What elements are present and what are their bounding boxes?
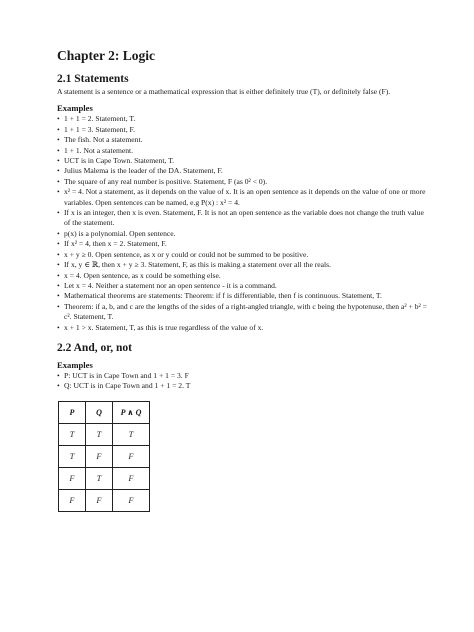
- list-item: • x + 1 > x. Statement, T, as this is true regardless of the value of x.: [57, 323, 429, 333]
- table-cell: F: [113, 445, 150, 467]
- examples-heading: Examples: [57, 359, 93, 370]
- examples-list: [57, 371, 429, 392]
- table-cell: F: [86, 445, 113, 467]
- chapter-title: Chapter 2: Logic: [57, 48, 155, 63]
- examples-list: [57, 114, 429, 333]
- table-cell: T: [113, 423, 150, 445]
- table-row: [59, 423, 150, 445]
- table-cell: T: [59, 423, 86, 445]
- table-cell: F: [113, 467, 150, 489]
- table-row: [59, 445, 150, 467]
- list-item: • If x, y ∈ ℝ, then x + y ≥ 3. Statement, F, as this is making a statement over all the reals.: [57, 260, 429, 270]
- list-item: • Q: UCT is in Cape Town and 1 + 1 = 2. T: [57, 381, 429, 391]
- table-row: [59, 489, 150, 511]
- section-title: 2.1 Statements: [57, 73, 129, 85]
- table-cell: T: [59, 445, 86, 467]
- document-page: [57, 48, 429, 512]
- list-item: • x = 4. Open sentence, as x could be something else.: [57, 271, 429, 281]
- list-item: • Theorem: if a, b, and c are the lengths of the sides of a right-angled triangle, with c being the hypotenuse, then a² + b² = c². Statement, T.: [57, 302, 429, 323]
- table-row: [59, 467, 150, 489]
- table-cell: F: [59, 489, 86, 511]
- examples-heading: Examples: [57, 103, 93, 114]
- table-header-row: [59, 401, 150, 423]
- list-item: • 1 + 1. Not a statement.: [57, 146, 429, 156]
- list-item: • Mathematical theorems are statements: Theorem: if f is differentiable, then f is continuous. Statement, T.: [57, 291, 429, 301]
- truth-table: [58, 401, 150, 512]
- table-header-cell: P: [59, 401, 86, 423]
- list-item: • 1 + 1 = 3. Statement, F.: [57, 125, 429, 135]
- table-header-cell: P ∧ Q: [113, 401, 150, 423]
- section-title: 2.2 And, or, not: [57, 341, 132, 354]
- table-cell: F: [86, 489, 113, 511]
- section-statements: [57, 73, 429, 333]
- list-item: • If x² = 4, then x = 2. Statement, F.: [57, 239, 429, 249]
- section-and-or-not: [57, 342, 429, 512]
- table-cell: T: [86, 423, 113, 445]
- list-item: • Julius Malema is the leader of the DA. Statement, F.: [57, 166, 429, 176]
- table-cell: F: [113, 489, 150, 511]
- list-item: • Let x = 4. Neither a statement nor an open sentence - it is a command.: [57, 281, 429, 291]
- table-header-cell: Q: [86, 401, 113, 423]
- table-cell: T: [86, 467, 113, 489]
- list-item: • 1 + 1 = 2. Statement, T.: [57, 114, 429, 124]
- list-item: • p(x) is a polynomial. Open sentence.: [57, 229, 429, 239]
- list-item: • x + y ≥ 0. Open sentence, as x or y could or could not be summed to be positive.: [57, 250, 429, 260]
- list-item: • x² = 4. Not a statement, as it depends on the value of x. It is an open sentence as it depends on the value of one or more variables. Open sentences can be named, e.g P(x) : x² = 4.: [57, 187, 429, 208]
- list-item: • UCT is in Cape Town. Statement, T.: [57, 156, 429, 166]
- section-intro: A statement is a sentence or a mathematical expression that is either definitely true (T), or definitely false (F).: [57, 87, 391, 96]
- list-item: • If x is an integer, then x is even. Statement, F. It is not an open sentence as the variable does not change the truth value of the statement.: [57, 208, 429, 229]
- list-item: • The fish. Not a statement.: [57, 135, 429, 145]
- list-item: • The square of any real number is positive. Statement, F (as 0² < 0).: [57, 177, 429, 187]
- list-item: • P: UCT is in Cape Town and 1 + 1 = 3. F: [57, 371, 429, 381]
- table-cell: F: [59, 467, 86, 489]
